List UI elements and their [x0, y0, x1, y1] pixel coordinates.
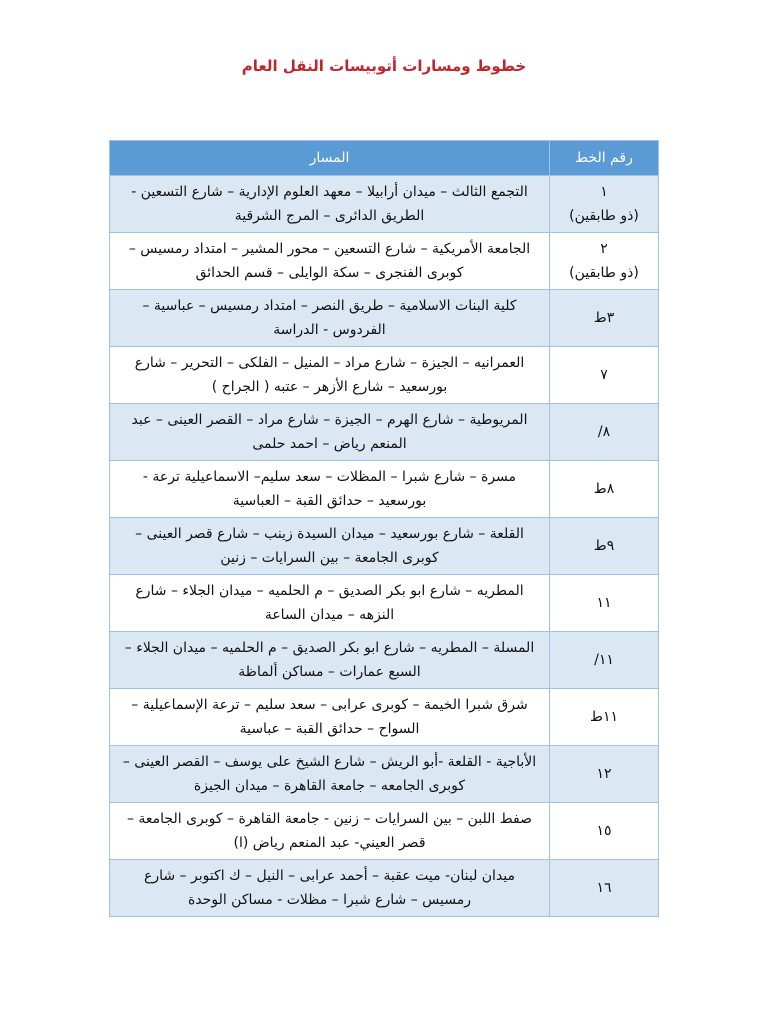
line-number: ١٥ [596, 823, 612, 839]
line-number: ١٢ [596, 766, 612, 782]
line-number: ٩ط [593, 538, 615, 554]
table-row [110, 632, 659, 689]
table-header-row [110, 141, 659, 176]
line-number: ٢ [600, 241, 608, 257]
table-row [110, 746, 659, 803]
route-cell: شرق شبرا الخيمة – كوبرى عرابى – سعد سليم – ترعة الإسماعيلية – السواح – حدائق القبة – عباسية [110, 689, 550, 746]
header-line-number: رقم الخط [550, 141, 659, 176]
table-row [110, 860, 659, 917]
route-cell: القلعة – شارع بورسعيد – ميدان السيدة زينب – شارع قصر العينى – كوبرى الجامعة – بين السرايات – زنين [110, 518, 550, 575]
routes-table-body [110, 176, 659, 917]
table-row [110, 575, 659, 632]
line-number: ١١ [596, 595, 612, 611]
route-cell: مسرة – شارع شبرا – المظلات – سعد سليم– الاسماعيلية ترعة - بورسعيد – حدائق القبة – العباسية [110, 461, 550, 518]
line-number: ١ [600, 184, 608, 200]
routes-table [109, 140, 659, 917]
route-cell: التجمع الثالث – ميدان أرابيلا – معهد العلوم الإدارية – شارع التسعين - الطريق الدائرى – المرج الشرقية [110, 176, 550, 233]
table-row [110, 518, 659, 575]
line-number-cell [550, 689, 659, 746]
route-cell: المريوطية – شارع الهرم – الجيزة – شارع مراد – القصر العينى – عبد المنعم رياض – احمد حلمى [110, 404, 550, 461]
table-row [110, 290, 659, 347]
page-title: خطوط ومسارات أتوبيسات النقل العام [241, 57, 527, 75]
table-row [110, 404, 659, 461]
line-number-cell [550, 518, 659, 575]
route-cell: صفط اللبن – بين السرايات – زنين - جامعة القاهرة – كوبرى الجامعة – قصر العيني- عبد المنعم رياض (ا) [110, 803, 550, 860]
table-row [110, 803, 659, 860]
line-number: ١١ط [590, 709, 618, 725]
line-number-cell [550, 575, 659, 632]
line-number: ٣ط [593, 310, 615, 326]
route-cell: الأباجية - القلعة -أبو الريش – شارع الشيخ على يوسف – القصر العينى –كوبرى الجامعه – جامعة القاهرة – ميدان الجيزة [110, 746, 550, 803]
line-number-cell [550, 746, 659, 803]
line-number: ٨/ [597, 424, 611, 440]
table-row [110, 347, 659, 404]
line-number: ١١/ [594, 652, 614, 668]
route-cell: المطريه – شارع ابو بكر الصديق – م الحلميه – ميدان الجلاء – شارع النزهه – ميدان الساعة [110, 575, 550, 632]
route-cell: المسلة – المطريه – شارع ابو بكر الصديق – م الحلميه – ميدان الجلاء – السبع عمارات – مساكن ألماظة [110, 632, 550, 689]
route-cell: العمرانيه – الجيزة – شارع مراد – المنيل – الفلكى – التحرير – شارع بورسعيد – شارع الأزهر – عتبه ( الجراح ) [110, 347, 550, 404]
line-number-cell [550, 860, 659, 917]
line-type-note: (ذو طابقين) [569, 208, 639, 224]
table-row [110, 689, 659, 746]
line-number-cell [550, 461, 659, 518]
line-number-cell [550, 176, 659, 233]
route-cell: ميدان لبنان- ميت عقبة – أحمد عرابى – النيل – ك اكتوبر – شارع رمسيس – شارع شبرا – مظلات - مساكن الوحدة [110, 860, 550, 917]
table-row [110, 461, 659, 518]
table-row [110, 176, 659, 233]
line-number: ٧ [600, 367, 608, 383]
line-number-cell [550, 347, 659, 404]
line-type-note: (ذو طابقين) [569, 265, 639, 281]
line-number: ٨ط [593, 481, 615, 497]
header-route: المسار [110, 141, 550, 176]
route-cell: كلية البنات الاسلامية – طريق النصر – امتداد رمسيس – عباسية – الفردوس - الدراسة [110, 290, 550, 347]
line-number-cell [550, 803, 659, 860]
line-number-cell [550, 632, 659, 689]
line-number-cell [550, 404, 659, 461]
route-cell: الجامعة الأمريكية – شارع التسعين – محور المشير – امتداد رمسيس – كوبرى الفنجرى – سكة الوايلى – قسم الحدائق [110, 233, 550, 290]
line-number: ١٦ [596, 880, 612, 896]
table-row [110, 233, 659, 290]
line-number-cell [550, 290, 659, 347]
line-number-cell [550, 233, 659, 290]
